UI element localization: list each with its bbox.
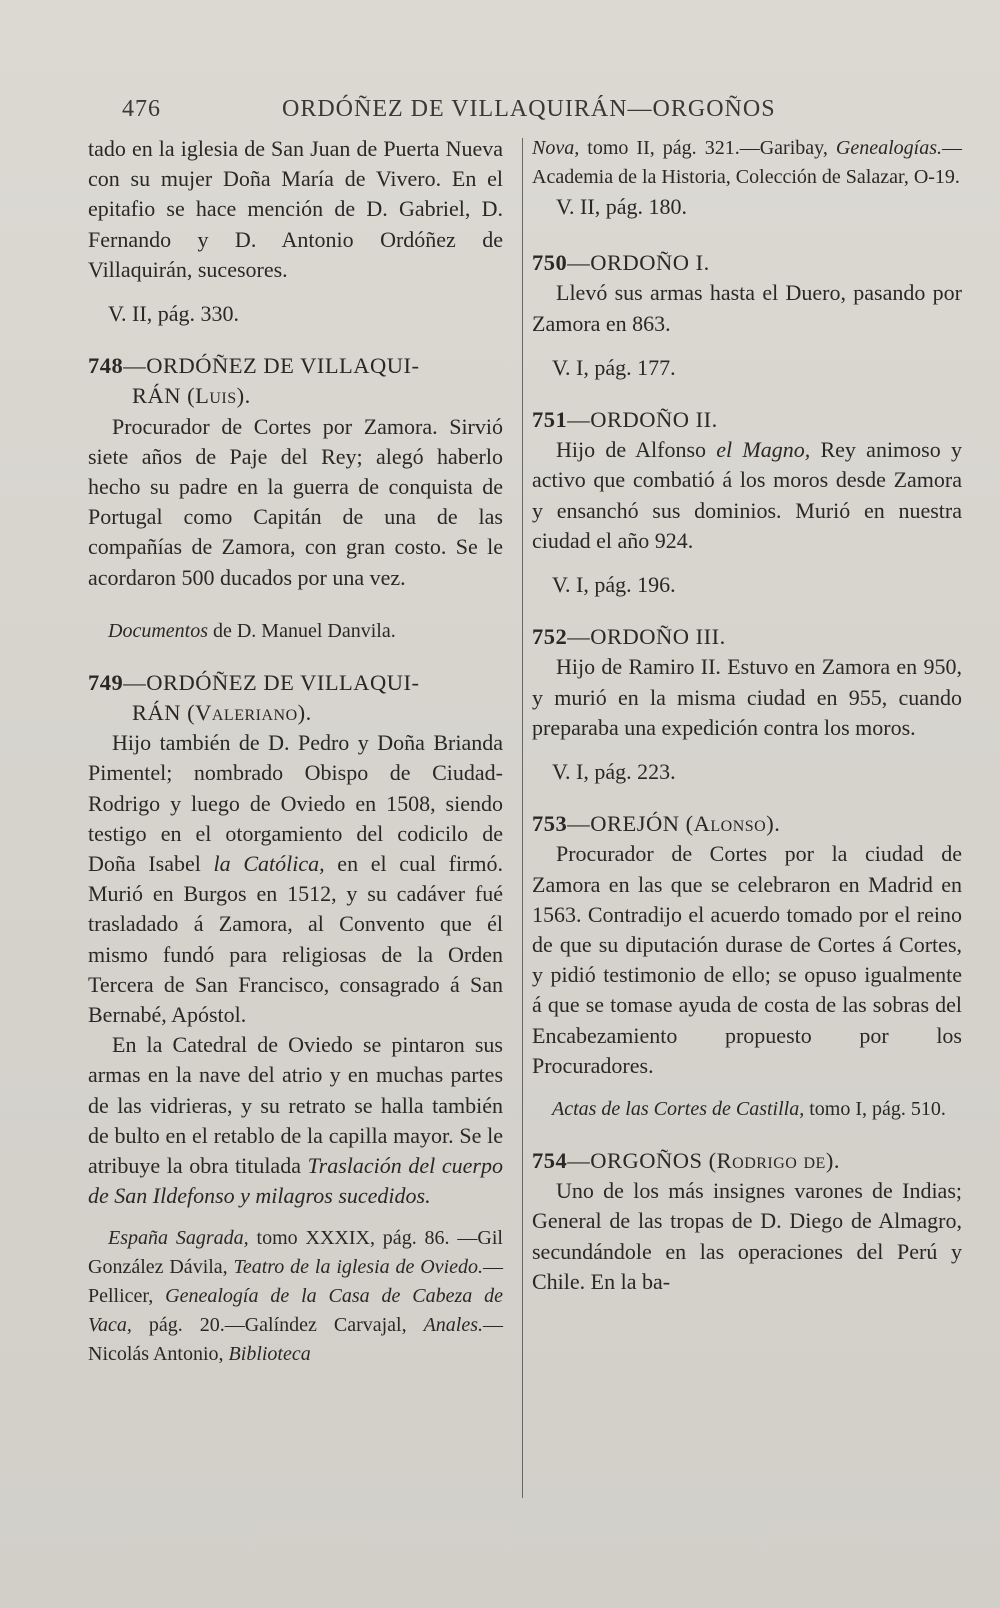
entry-title: —ORDOÑO I. (567, 250, 710, 276)
entry-749-text (88, 728, 503, 1030)
entry-title-cont: RÁN ( (132, 700, 196, 726)
entry-754-heading (532, 1146, 962, 1176)
text-run: Hijo también de D. Pedro y Doña Brianda Pimentel; nombrado Obispo de Ciudad-Rodrigo y luego de Oviedo en 1508, siendo testigo en el otorgamiento del codicilo de Doña Isabel (88, 730, 503, 877)
text-run: Hijo de Alfonso (556, 437, 717, 463)
italic-run: Nova, (532, 137, 580, 159)
page-header (122, 96, 802, 123)
column-divider (522, 138, 523, 1498)
source-text: de D. Manuel Danvila. (207, 619, 396, 642)
running-title: ORDÓÑEZ DE VILLAQUIRÁN—ORGOÑOS (282, 96, 776, 122)
volume-reference: V. II, pág. 180. (556, 194, 687, 219)
entry-754-text: Uno de los más insignes varones de Indias; General de las tropas de D. Diego de Almagro, secundándole en las operaciones del Perú y Chile. En la ba- (532, 1178, 962, 1294)
entry-number: 750 (532, 250, 568, 276)
entry-given-name: Alonso (693, 811, 767, 837)
entry-number: 752 (532, 624, 568, 650)
entry-number: 753 (532, 811, 568, 837)
entry-title: —ORDÓÑEZ DE VILLAQUI- (123, 353, 420, 379)
left-column (88, 134, 503, 1369)
entry-753-text: Procurador de Cortes por la ciudad de Zamora en las que se celebraron en Madrid en 1563. Contradijo el acuerdo tomado por el reino de que su diputación durase de Cortes á Cortes, y pidió testimonio de ello; se opuso igualmente á que se tomase ayuda de costa de las sobras del Encabezamiento propuesto por los Procuradores. (532, 841, 962, 1078)
entry-749-text-2 (88, 1030, 503, 1211)
entry-number: 751 (532, 407, 568, 433)
paragraph: tado en la iglesia de San Juan de Puerta Nueva con su mujer Doña María de Vivero. En el epitafio se hace mención de D. Gabriel, D. Fernando y D. Antonio Ordóñez de Villaquirán, sucesores. (88, 136, 503, 282)
entry-title: —ORGOÑOS ( (567, 1148, 717, 1174)
entry-title: —ORDÓÑEZ DE VILLAQUI- (123, 669, 420, 695)
italic-run: Genealogía de la Casa de Cabeza de Vaca, (88, 1284, 503, 1336)
text-run: tomo XXXIX, pág. 86. —Gil González Dávila, (88, 1226, 503, 1278)
entry-title-cont: RÁN ( (132, 383, 196, 409)
entry-given-name: Rodrigo de (716, 1148, 826, 1174)
entry-number: 754 (532, 1148, 568, 1174)
italic-run: Teatro de la iglesia de Oviedo. (233, 1255, 483, 1278)
italic-run: la Católica, (213, 851, 325, 877)
text-run: tomo II, pág. 321.—Garibay, (579, 137, 836, 159)
entry-title: —ORDOÑO III. (567, 624, 726, 650)
italic-run: Actas de las Cortes de Castilla, (552, 1098, 805, 1121)
entry-title: —ORDOÑO II. (567, 407, 718, 433)
volume-reference: V. II, pág. 330. (108, 301, 239, 327)
italic-run: Anales. (423, 1313, 483, 1336)
text-run: tomo I, pág. 510. (804, 1098, 946, 1121)
entry-given-name: Valeriano (195, 700, 298, 726)
entry-748-source (108, 617, 503, 646)
text-run: Rey animoso y activo que combatió á los moros desde Zamora y ensanchó sus dominios. Murió en nuestra ciudad el año 924. (532, 437, 962, 553)
entry-750-text: Llevó sus armas hasta el Duero, pasando por Zamora en 863. (532, 280, 962, 336)
source-title: Documentos (108, 619, 208, 642)
italic-run: España Sagrada, (108, 1226, 249, 1249)
text-run: En la Catedral de Oviedo se pintaron sus armas en la nave del atrio y en muchas partes de las vidrieras, y su retrato se halla también de bulto en el retablo de la capilla mayor. Se le atribuye la obra titulada (88, 1032, 503, 1179)
entry-title-close: ). (236, 383, 251, 409)
entry-title-close: ). (825, 1148, 840, 1174)
volume-reference: V. I, pág. 223. (552, 759, 676, 785)
italic-run: el Magno, (716, 437, 811, 463)
entry-753-source (552, 1095, 962, 1124)
entry-752-text: Hijo de Ramiro II. Estuvo en Zamora en 950, y murió en la misma ciudad en 955, cuando preparaba una expedición contra los moros. (532, 654, 962, 740)
entry-752-heading (532, 622, 962, 652)
text-run: —Academia de la Historia, Colección de Salazar, O-19. (532, 137, 962, 188)
entry-748-heading (88, 351, 503, 411)
entry-number: 749 (88, 669, 124, 695)
entry-748-text: Procurador de Cortes por Zamora. Sirvió siete años de Paje del Rey; alegó haberlo hecho su padre en la guerra de conquista de Portugal como Capitán de una de las compañías de Zamora, con gran costo. Se le acordaron 500 ducados por una vez. (88, 413, 503, 590)
continued-sources (532, 134, 962, 192)
italic-run: Biblioteca (228, 1342, 311, 1365)
entry-750-heading (532, 248, 962, 278)
text-run: en el cual firmó. Murió en Burgos en 1512, y su cadáver fué trasladado á Zamora, al Convento que él mismo fundó para religiosas de la Orden Tercera de San Francisco, consagrado á San Bernabé, Apóstol. (88, 851, 503, 1028)
entry-number: 748 (88, 353, 124, 379)
volume-reference: V. I, pág. 177. (552, 354, 676, 380)
entry-753-heading (532, 809, 962, 839)
entry-749-heading (88, 668, 503, 728)
text-run: —Nicolás Antonio, (88, 1313, 503, 1365)
italic-run: Traslación del cuerpo de San Ildefonso y milagros sucedidos. (88, 1153, 503, 1209)
entry-given-name: Luis (195, 383, 237, 409)
text-run: —Pellicer, (88, 1255, 503, 1307)
entry-751-heading (532, 405, 962, 435)
right-column (532, 134, 962, 1297)
text-run: pág. 20.—Galíndez Carvajal, (131, 1313, 424, 1336)
entry-751-text (532, 435, 962, 556)
page-number: 476 (122, 96, 161, 122)
volume-reference: V. I, pág. 196. (552, 572, 676, 598)
entry-749-sources (88, 1224, 503, 1369)
entry-title-close: ). (766, 811, 781, 837)
entry-title-close: ). (297, 700, 312, 726)
italic-run: Genealogías. (835, 137, 942, 159)
entry-title: —OREJÓN ( (567, 811, 694, 837)
